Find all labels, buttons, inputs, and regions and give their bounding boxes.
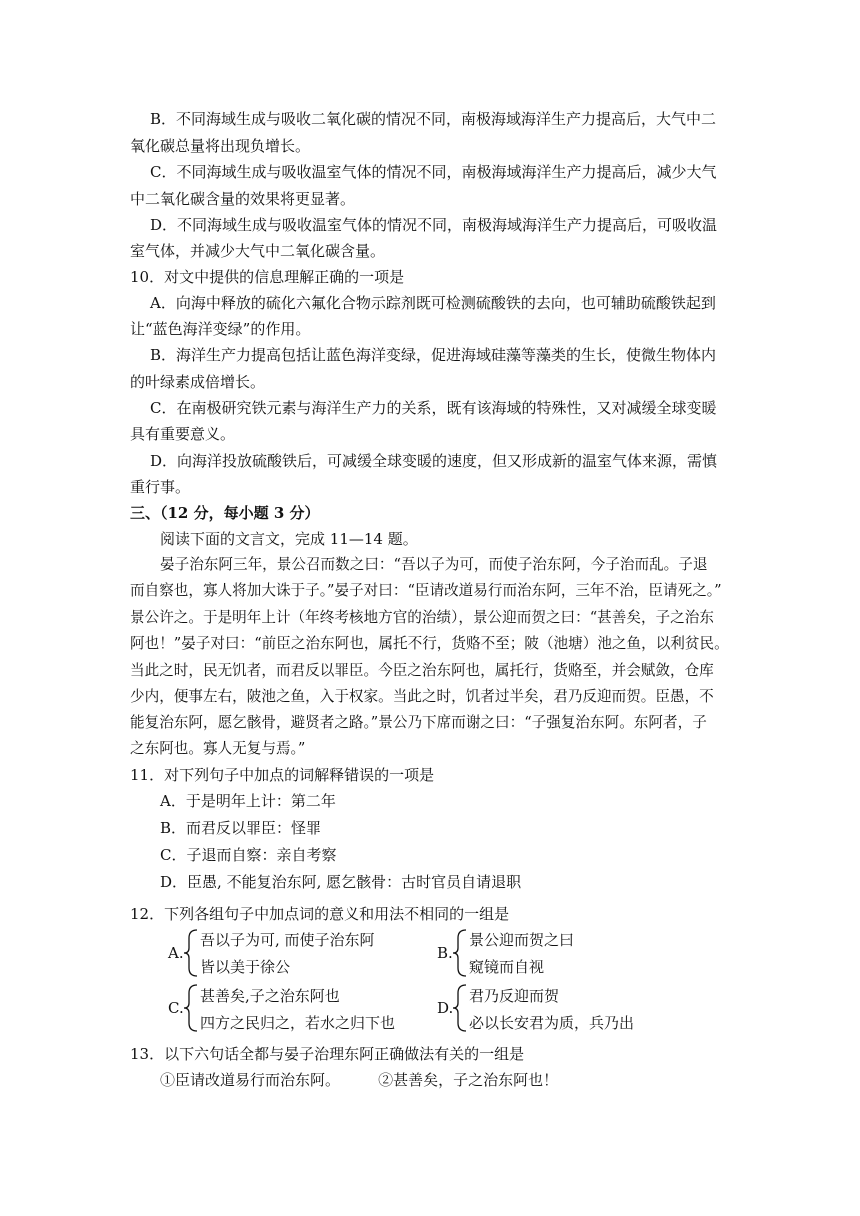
option-9d-line2: 室气体，并减少大气中二氧化碳含量。 [130,242,386,260]
section-3-heading: 三、（12 分，每小题 3 分） [130,504,320,522]
option-10b-line1: B．海洋生产力提高包括让蓝色海洋变绿，促进海域硅藻等藻类的生长，使微生物体内 [150,346,717,364]
passage-line-5: 当此之时，民无饥者，而君反以罪臣。今臣之治东阿也，属托行，货赂至，并会赋敛，仓库 [130,662,714,679]
passage-line-3: 景公许之。于是明年上计（年终考核地方官的治绩），景公迎而贺之曰：“甚善矣，子之治东 [130,609,714,626]
passage-line-4: 阿也！”晏子对曰：“前臣之治东阿也，属托不行，货赂不至；陂（池塘）池之鱼，以利贫民。 [130,635,729,652]
option-10c-line2: 具有重要意义。 [130,425,236,443]
option-9c-line2: 中二氧化碳含量的效果将更显著。 [130,190,356,208]
option-12d-bottom: 必以长安君为质，兵乃出 [469,1014,635,1032]
option-12a-bottom: 皆以美于徐公 [200,958,291,976]
option-9b-line1: B．不同海域生成与吸收二氧化碳的情况不同，南极海域海洋生产力提高后，大气中二 [150,110,717,128]
option-11d: D．臣愚, 不能复治东阿, 愿乞骸骨：古时官员自请退职 [160,873,522,891]
option-10a-line2: 让“蓝色海洋变绿”的作用。 [130,320,311,338]
option-12b-letter: B. [437,944,453,962]
option-12c-bottom: 四方之民归之，若水之归下也 [200,1014,396,1032]
option-12c-brace [183,983,199,1033]
reading-instruction: 阅读下面的文言文，完成 11—14 题。 [160,530,418,548]
passage-line-2: 而自察也，寡人将加大诛于子。”晏子对曰：“臣请改道易行而治东阿，三年不治，臣请死之。” [130,582,722,599]
question-13-items-row1: ①臣请改道易行而治东阿。 ②甚善矣，子之治东阿也！ [160,1071,559,1089]
option-12a-letter: A. [168,944,184,962]
option-10b-line2: 的叶绿素成倍增长。 [130,373,266,391]
option-10a-line1: A．向海中释放的硫化六氟化合物示踪剂既可检测硫酸铁的去向，也可辅助硫酸铁起到 [150,294,716,312]
option-10d-line1: D．向海洋投放硫酸铁后，可减缓全球变暖的速度，但又形成新的温室气体来源，需慎 [150,452,718,470]
option-12c-top: 甚善矣,子之治东阿也 [200,987,340,1005]
option-12a-top: 吾以子为可, 而使子治东阿 [200,931,375,949]
option-12d-letter: D. [437,999,454,1017]
passage-line-7: 能复治东阿，愿乞骸骨，避贤者之路。”景公乃下席而谢之曰：“子强复治东阿。东阿者，子 [130,714,707,731]
option-10d-line2: 重行事。 [130,478,191,496]
question-13-stem: 13．以下六句话全都与晏子治理东阿正确做法有关的一组是 [130,1045,525,1063]
option-12d-brace [452,983,468,1033]
passage-line-6: 少内，便事左右，陂池之鱼，入于权家。当此之时，饥者过半矣，君乃反迎而贺。臣愚，不 [130,688,714,705]
question-10-stem: 10．对文中提供的信息理解正确的一项是 [130,268,405,286]
option-11b: B．而君反以罪臣：怪罪 [160,819,322,837]
option-12d-top: 君乃反迎而贺 [469,987,560,1005]
option-11a: A．于是明年上计：第二年 [160,792,336,810]
question-11-stem: 11．对下列句子中加点的词解释错误的一项是 [130,766,435,784]
option-9b-line2: 氧化碳总量将出现负增长。 [130,137,311,155]
question-12-stem: 12．下列各组句子中加点词的意义和用法不相同的一组是 [130,905,510,923]
option-9d-line1: D．不同海域生成与吸收温室气体的情况不同，南极海域海洋生产力提高后，可吸收温 [150,216,718,234]
passage-line-8: 之东阿也。寡人无复与焉。” [130,740,306,757]
passage-line-1: 晏子治东阿三年，景公召而数之曰：“吾以子为可，而使子治东阿，今子治而乱。子退 [160,556,708,573]
option-10c-line1: C．在南极研究铁元素与海洋生产力的关系，既有该海域的特殊性，又对减缓全球变暖 [150,399,717,417]
option-12b-top: 景公迎而贺之曰 [469,931,575,949]
option-12b-brace [452,928,468,978]
option-9c-line1: C．不同海域生成与吸收温室气体的情况不同，南极海域海洋生产力提高后，减少大气 [150,163,717,181]
option-12b-bottom: 窥镜而自视 [469,958,545,976]
option-12c-letter: C. [168,999,184,1017]
option-11c: C．子退而自察：亲自考察 [160,846,337,864]
option-12a-brace [183,928,199,978]
